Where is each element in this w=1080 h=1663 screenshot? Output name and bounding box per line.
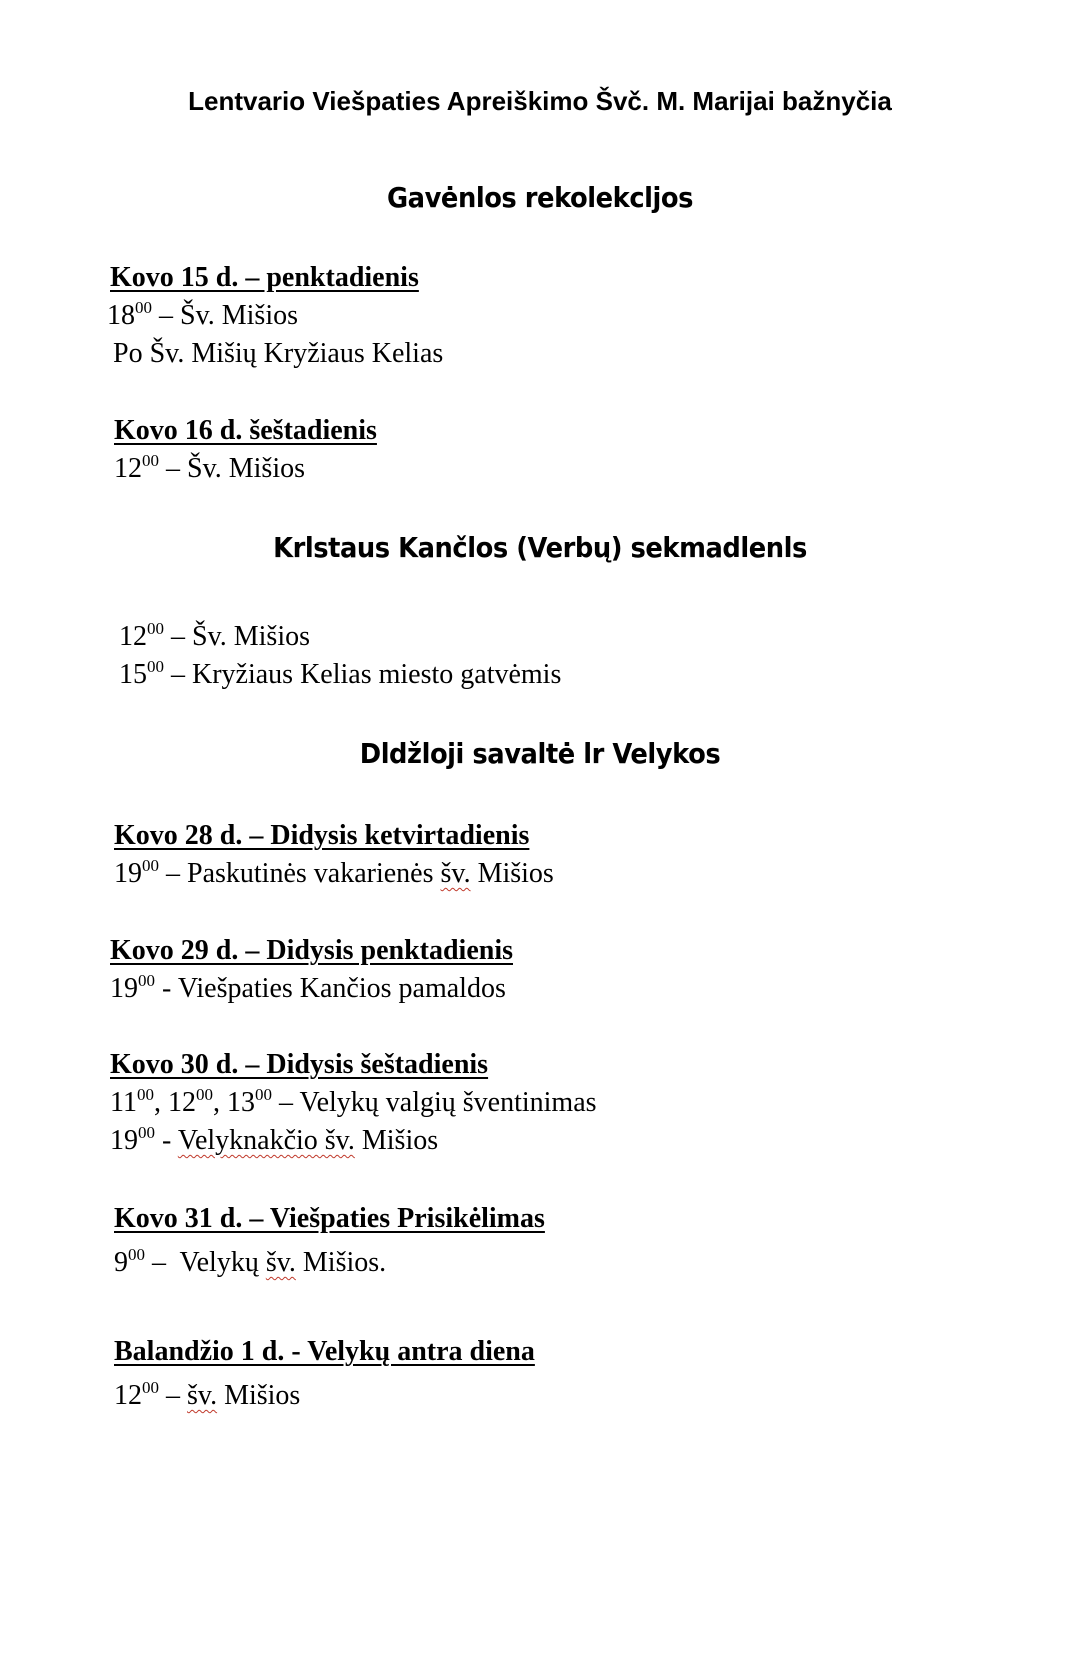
entry-time-minutes: 00 xyxy=(136,1084,154,1104)
entry-time-hour: 19 xyxy=(110,1125,138,1156)
entry-text: – Velykų xyxy=(145,1247,266,1278)
time-separator: , xyxy=(212,1087,227,1118)
entry-time-hour: 18 xyxy=(107,300,135,331)
schedule-entry xyxy=(119,657,561,693)
entry-text: Po Šv. Mišių Kryžiaus Kelias xyxy=(113,338,444,369)
day-heading-march-28: Kovo 28 d. – Didysis ketvirtadienis xyxy=(114,820,530,851)
schedule-entry xyxy=(114,856,554,892)
entry-time-minutes: 00 xyxy=(138,970,155,990)
day-heading-march-31: Kovo 31 d. – Viešpaties Prisikėlimas xyxy=(114,1203,545,1234)
entry-text: – Šv. Mišios xyxy=(159,453,306,484)
entry-time-hour: 9 xyxy=(114,1247,128,1278)
entry-text: Mišios xyxy=(470,858,554,889)
entry-time-hour: 12 xyxy=(167,1087,196,1118)
entry-text: – Šv. Mišios xyxy=(152,300,299,331)
schedule-entry xyxy=(107,298,298,334)
entry-time-hour: 12 xyxy=(114,453,142,484)
spellcheck-marked-text: šv. xyxy=(440,858,471,889)
schedule-entry xyxy=(114,451,305,487)
spellcheck-marked-text: Velyknakčio šv. xyxy=(177,1125,355,1156)
entry-time-minutes: 00 xyxy=(142,1377,159,1397)
entry-time-minutes: 00 xyxy=(195,1084,213,1104)
entry-time-hour: 19 xyxy=(110,973,138,1004)
entry-time-minutes: 00 xyxy=(142,450,159,470)
entry-text: – Velykų valgių šventinimas xyxy=(271,1087,597,1118)
entry-time-hour: 19 xyxy=(114,858,142,889)
schedule-entry xyxy=(110,971,506,1007)
entry-text: – Šv. Mišios xyxy=(164,621,311,652)
section-heading-palm-sunday: Krlstaus Kančlos (Verbų) sekmadlenls xyxy=(273,531,807,564)
schedule-entry xyxy=(119,619,310,655)
day-heading-april-1: Balandžio 1 d. - Velykų antra diena xyxy=(114,1336,535,1367)
section-heading-lent-retreat: Gavėnlos rekolekcljos xyxy=(386,181,693,214)
schedule-entry xyxy=(114,1245,386,1281)
entry-time-minutes: 00 xyxy=(135,297,152,317)
entry-time-minutes: 00 xyxy=(147,618,164,638)
entry-time-hour: 12 xyxy=(114,1380,142,1411)
entry-time-minutes: 00 xyxy=(138,1122,155,1142)
entry-time-hour: 11 xyxy=(110,1087,137,1118)
entry-text: – Paskutinės vakarienės xyxy=(159,858,441,889)
day-heading-march-30: Kovo 30 d. – Didysis šeštadienis xyxy=(110,1049,489,1080)
entry-time-minutes: 00 xyxy=(128,1244,145,1264)
entry-time-minutes: 00 xyxy=(142,855,159,875)
schedule-entry xyxy=(110,1085,597,1121)
entry-text: – xyxy=(159,1380,187,1411)
entry-time-hour: 12 xyxy=(119,621,147,652)
day-heading-march-29: Kovo 29 d. – Didysis penktadienis xyxy=(110,935,513,966)
day-heading-march-15: Kovo 15 d. – penktadienis xyxy=(110,262,419,293)
entry-time-hour: 13 xyxy=(226,1087,255,1118)
day-heading-march-16: Kovo 16 d. šeštadienis xyxy=(114,415,377,446)
entry-time-minutes: 00 xyxy=(254,1084,272,1104)
entry-text: Mišios xyxy=(217,1380,301,1411)
entry-time-minutes: 00 xyxy=(147,656,164,676)
entry-text: Mišios xyxy=(354,1125,439,1156)
section-heading-holy-week: Dldžloji savaltė lr Velykos xyxy=(359,737,721,770)
time-separator: , xyxy=(153,1087,168,1118)
entry-text: Mišios. xyxy=(295,1247,387,1278)
entry-text: – Kryžiaus Kelias miesto gatvėmis xyxy=(164,659,562,690)
entry-text: - xyxy=(155,1125,178,1156)
church-title: Lentvario Viešpaties Apreiškimo Švč. M. Marijai bažnyčia xyxy=(188,86,892,116)
schedule-entry xyxy=(113,336,443,372)
schedule-entry xyxy=(110,1123,438,1159)
entry-text: - Viešpaties Kančios pamaldos xyxy=(155,973,506,1004)
schedule-entry xyxy=(114,1378,300,1414)
spellcheck-marked-text: šv. xyxy=(265,1247,296,1278)
spellcheck-marked-text: šv. xyxy=(187,1380,218,1411)
entry-time-hour: 15 xyxy=(119,659,147,690)
